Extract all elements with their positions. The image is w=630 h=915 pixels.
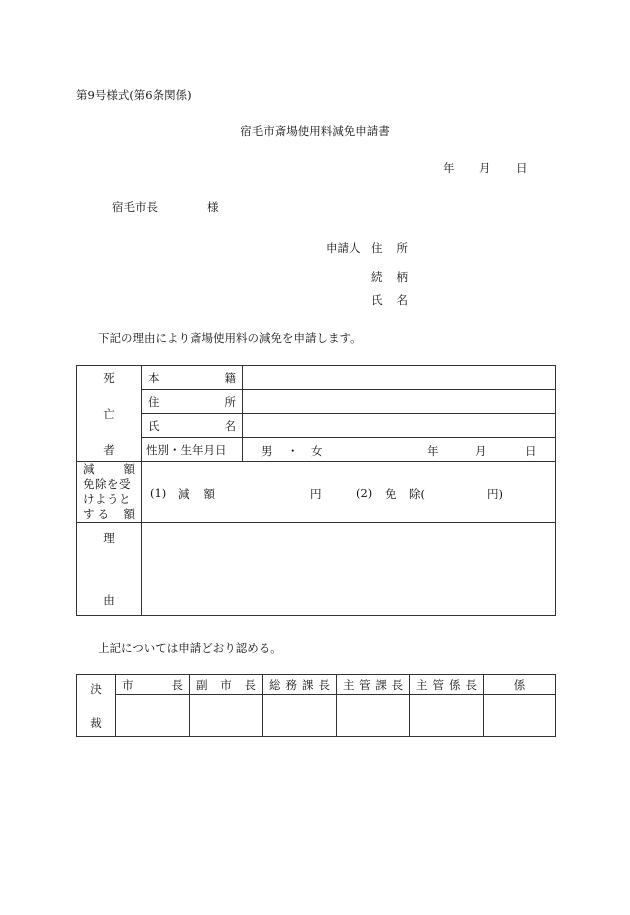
reduction-label: 減 額 免除を受 けようと する 額 [77,462,142,523]
header-section-chief: 主 管 課 長 [337,675,410,695]
sex-dob-label: 性別・生年月日 [142,438,243,462]
seal-mayor[interactable] [116,695,190,737]
date-day: 日 [516,161,528,175]
seal-section-chief[interactable] [337,695,410,737]
addressee-name: 宿毛市長 [112,200,158,214]
applicant-name-label: 氏 名 [371,293,408,307]
seal-unit-chief[interactable] [410,695,484,737]
header-deputy-mayor: 副 市 長 [190,675,263,695]
reason-field[interactable] [142,523,556,616]
sex-separator: ・ [287,443,299,458]
item2-number: (2) [356,485,373,500]
seal-deputy-mayor[interactable] [190,695,263,737]
applicant-label: 申請人 [326,241,361,255]
item1-unit: 円 [310,486,322,501]
page-title: 宿毛市斎場使用料減免申請書 [240,124,390,138]
applicant-relation-label: 続 柄 [371,270,408,284]
item2-label: 免 除( [385,486,425,501]
date-year: 年 [443,161,455,175]
dob-day: 日 [525,443,537,458]
seal-general-affairs-chief[interactable] [263,695,337,737]
sex-female-option[interactable]: 女 [311,443,323,458]
seal-staff[interactable] [484,695,556,737]
reason-label: 理 由 [77,523,142,616]
sex-dob-field[interactable] [243,438,556,462]
dob-month: 月 [475,443,487,458]
intro-text: 下記の理由により斎場使用料の減免を申請します。 [98,331,362,345]
addressee-honorific: 様 [207,200,219,214]
decision-label: 決 裁 [77,675,116,737]
deceased-table [76,365,556,616]
honseki-label: 本 籍 [142,366,243,390]
dob-year: 年 [427,443,439,458]
form-number: 第9号様式(第6条関係) [76,88,192,102]
sex-male-option[interactable]: 男 [261,443,273,458]
decision-table [76,674,556,737]
item1-number: (1) [150,485,167,500]
date-month: 月 [479,161,491,175]
header-general-affairs-chief: 総 務 課 長 [263,675,337,695]
item2-unit: 円) [487,486,503,501]
item1-label: 減 額 [178,486,215,501]
header-mayor: 市 長 [116,675,190,695]
deceased-name-field[interactable] [243,414,556,438]
deceased-address-label: 住 所 [142,390,243,414]
header-staff: 係 [484,675,556,695]
deceased-name-label: 氏 名 [142,414,243,438]
reduction-amount-field[interactable] [142,462,556,523]
honseki-field[interactable] [243,366,556,390]
applicant-address-label: 住 所 [371,241,408,255]
deceased-group-label: 死 亡 者 [77,366,142,462]
header-unit-chief: 主 管 係 長 [410,675,484,695]
approval-text: 上記については申請どおり認める。 [98,641,282,655]
deceased-address-field[interactable] [243,390,556,414]
